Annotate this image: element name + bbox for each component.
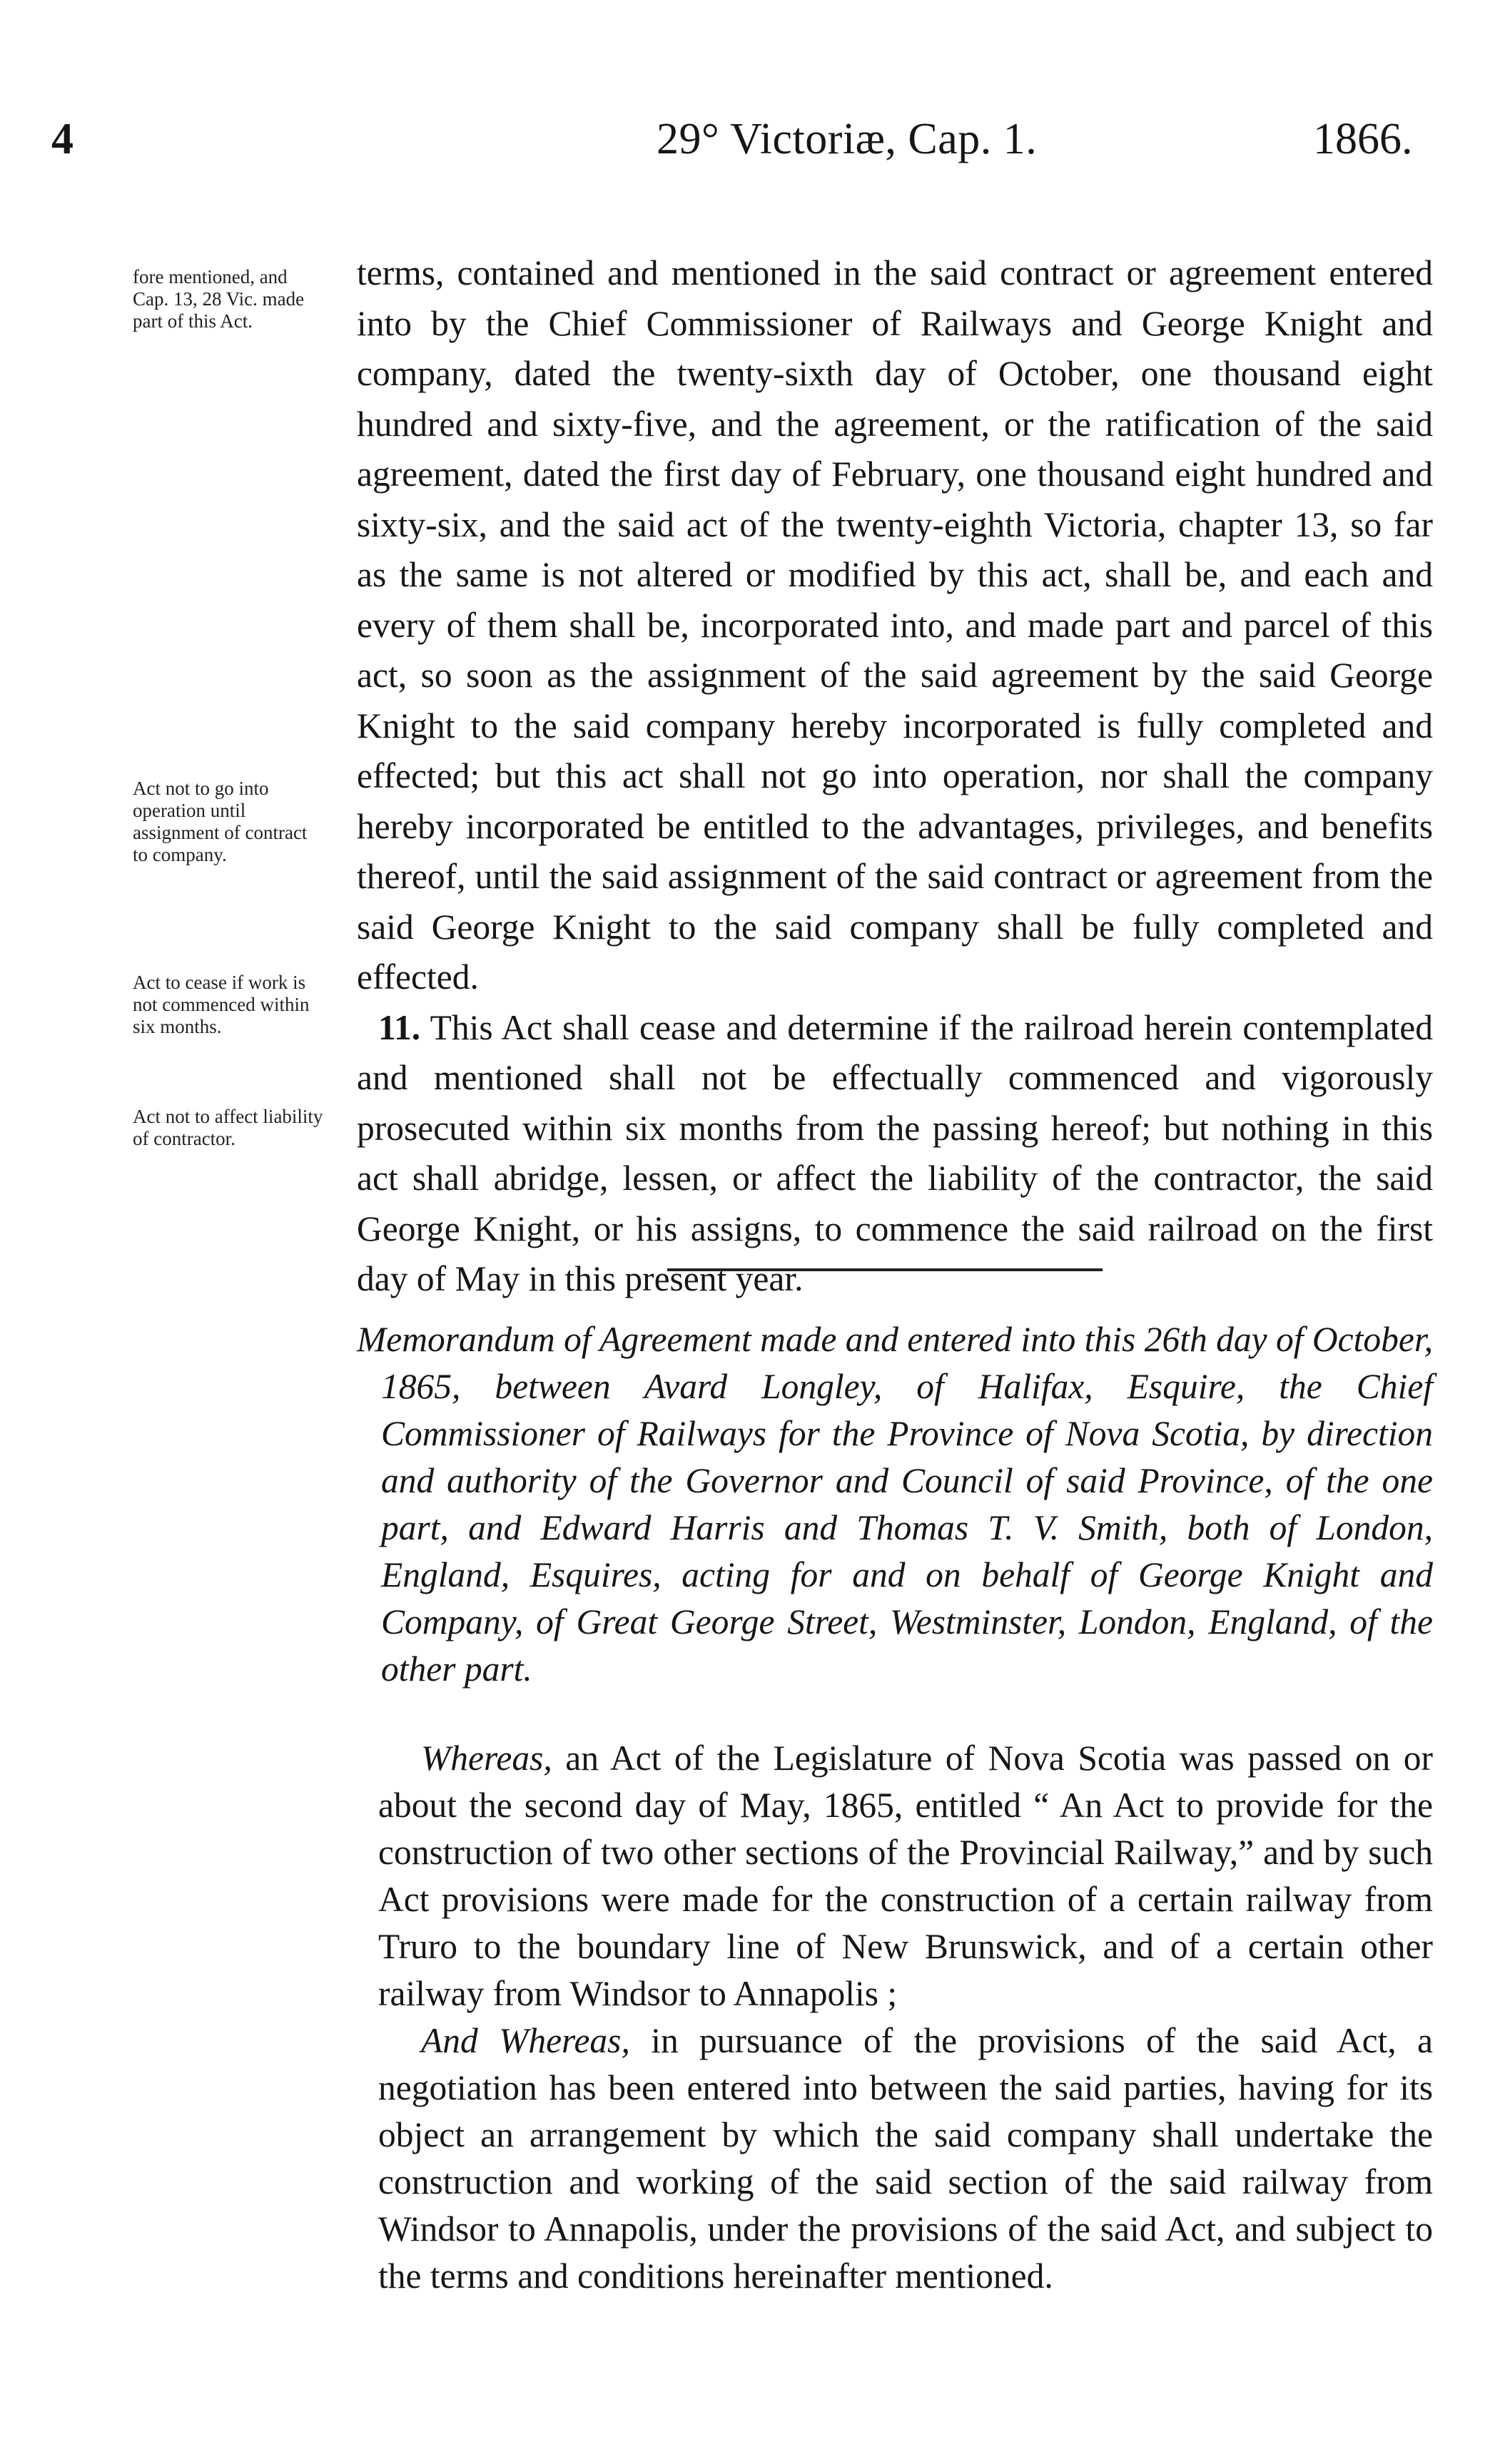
- recital-lead: Whereas,: [421, 1738, 552, 1778]
- margin-note-cease: Act to cease if work is not commenced within six months.: [133, 972, 310, 1037]
- year: 1866.: [1313, 115, 1413, 163]
- memorandum-heading: Memorandum of Agreement made and entered into this 26th day of October, 1865, between Avard Longley, of Halifax, Esquire, the Chief Commissioner of Railways for the Province of Nova Scotia, by direction and authority of the Governor and Council of said Province, of the one part, and Edward Harris and Thomas T. V. Smith, both of London, England, Esquires, acting for and on behalf of George Knight and Company, of Great George Street, Westminster, London, England, of the other part.: [357, 1320, 1433, 1689]
- recital-whereas: [378, 1735, 1433, 2017]
- section-divider: [667, 1268, 1103, 1271]
- recital-text: in pursuance of the provisions of the said Act, a negotiation has been entered into between the said parties, having for its object an arrangement by which the said company shall undertake the construction and working of the said section of the said railway from Windsor to Annapolis, under the provisions of the said Act, and subject to the terms and conditions hereinafter mentioned.: [378, 2021, 1433, 2296]
- section-11-number: 11.: [378, 1007, 421, 1047]
- section-11: [357, 1003, 1433, 1305]
- recital-lead: And Whereas,: [421, 2021, 630, 2060]
- margin-note-operation: Act not to go into operation until assignment of contract to company.: [133, 778, 308, 865]
- page-number: 4: [51, 115, 74, 163]
- continued-paragraph: terms, contained and mentioned in the said contract or agreement entered into by the Chief Commissioner of Railways and George Knight and company, dated the twenty-sixth day of October, one thousand eight hundred and sixty-five, and the agreement, or the ratification of the said agreement, dated the first day of February, one thousand eight hundred and sixty-six, and the said act of the twenty-eighth Victoria, chapter 13, so far as the same is not altered or modified by this act, shall be, and each and every of them shall be, incorporated into, and made part and parcel of this act, so soon as the assignment of the said agreement by the said George Knight to the said company hereby incorporated is fully completed and effected; but this act shall not go into operation, nor shall the company hereby incorporated be entitled to the advantages, privileges, and benefits thereof, until the said assignment of the said contract or agreement from the said George Knight to the said company shall be fully completed and effected.: [357, 253, 1433, 997]
- recital-and-whereas: [378, 2017, 1433, 2300]
- recitals: [378, 1735, 1433, 2300]
- running-head: 29° Victoriæ, Cap. 1.: [657, 115, 1038, 163]
- recital-text: an Act of the Legislature of Nova Scotia was passed on or about the second day of May, 1865, entitled “ An Act to provide for the construction of two other sections of the Provincial Railway,” and by such Act provisions were made for the construction of a certain railway from Truro to the boundary line of New Brunswick, and of a certain other railway from Windsor to Annapolis ;: [378, 1738, 1433, 2013]
- section-11-text: This Act shall cease and determine if the railroad herein contemplated and mentioned shall not be effectually commenced and vigorously prosecuted within six months from the passing hereof; but nothing in this act shall abridge, lessen, or affect the liability of the contractor, the said George Knight, or his assigns, to commence the said railroad on the first day of May in this present year.: [357, 1007, 1433, 1298]
- section-body: [357, 248, 1433, 1305]
- margin-note-incorporation: fore mentioned, and Cap. 13, 28 Vic. made part of this Act.: [133, 266, 305, 332]
- margin-note-liability: Act not to affect liability of contractor.: [133, 1106, 323, 1149]
